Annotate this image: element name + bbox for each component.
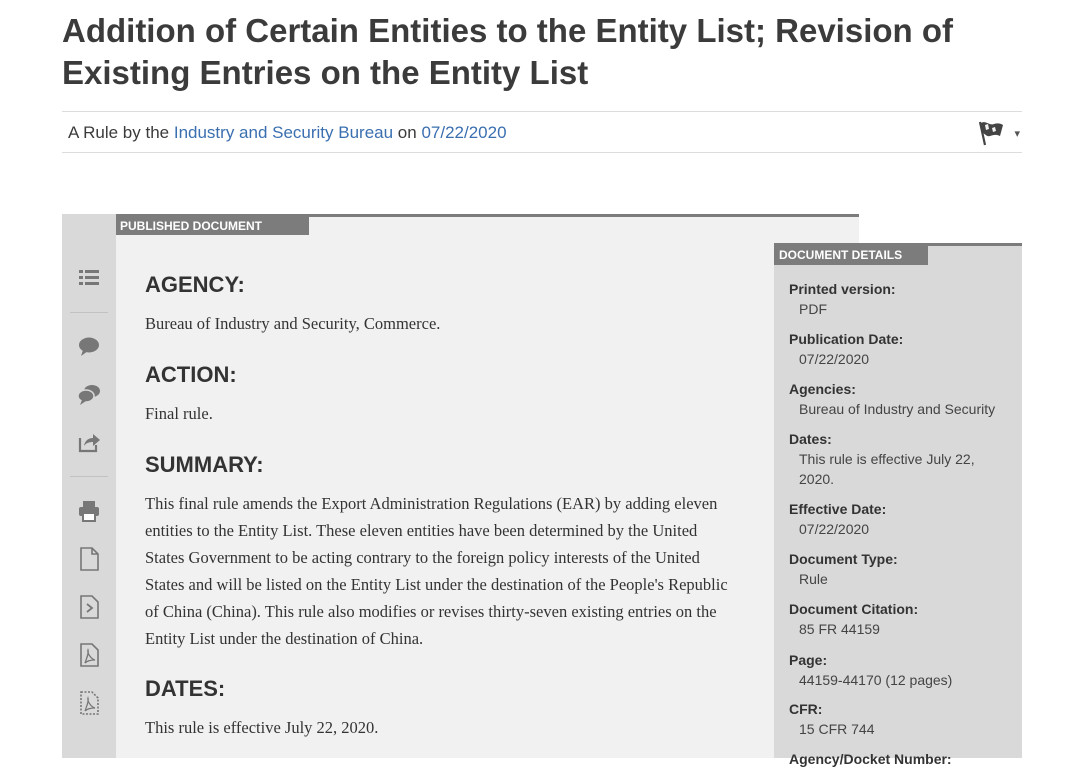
document-details-panel bbox=[774, 243, 1022, 767]
byline-bar bbox=[62, 111, 1022, 153]
publication-date-link[interactable]: 07/22/2020 bbox=[421, 123, 507, 142]
flag-menu-button[interactable] bbox=[976, 120, 1022, 146]
page-value: 44159-44170 (12 pages) bbox=[799, 672, 953, 688]
cfr-label: CFR: bbox=[789, 701, 823, 717]
publication-date-value[interactable]: 07/22/2020 bbox=[799, 351, 870, 367]
summary-heading: SUMMARY: bbox=[145, 452, 264, 477]
agency-heading: AGENCY: bbox=[145, 272, 245, 297]
rail-divider bbox=[70, 476, 108, 477]
action-text: Final rule. bbox=[145, 404, 213, 423]
print-icon[interactable] bbox=[77, 499, 101, 523]
xml-icon[interactable] bbox=[77, 595, 101, 619]
byline-middle: on bbox=[393, 123, 422, 142]
effective-date-label: Effective Date: bbox=[789, 501, 887, 517]
tool-rail bbox=[62, 214, 116, 758]
comments-icon[interactable] bbox=[77, 383, 101, 407]
document-details-tab: DOCUMENT DETAILS bbox=[774, 246, 928, 265]
byline bbox=[68, 123, 507, 143]
published-document bbox=[116, 214, 859, 758]
cfr-value: 15 CFR 744 bbox=[799, 721, 875, 737]
chevron-down-icon: ▾ bbox=[1014, 128, 1020, 140]
action-heading: ACTION: bbox=[145, 362, 237, 387]
document-title: Addition of Certain Entities to the Entity List; Revision of Existing Entries on the Entity List bbox=[62, 12, 953, 91]
dates-label: Dates: bbox=[789, 431, 832, 447]
agency-link[interactable]: Industry and Security Bureau bbox=[173, 123, 394, 142]
share-icon[interactable] bbox=[77, 430, 101, 454]
pdf-link[interactable]: PDF bbox=[799, 301, 827, 317]
contents-list-icon[interactable] bbox=[77, 266, 101, 290]
dates-heading: DATES: bbox=[145, 676, 226, 701]
effective-date-value: 07/22/2020 bbox=[799, 521, 870, 537]
page-label: Page: bbox=[789, 652, 828, 668]
rail-divider bbox=[70, 312, 108, 313]
dates-text: This rule is effective July 22, 2020. bbox=[145, 718, 379, 737]
published-document-tab: PUBLISHED DOCUMENT bbox=[116, 217, 309, 235]
comment-icon[interactable] bbox=[77, 335, 101, 359]
publication-date-label: Publication Date: bbox=[789, 331, 904, 347]
pdf-icon[interactable] bbox=[77, 643, 101, 667]
agency-docket-label: Agency/Docket Number: bbox=[789, 751, 952, 767]
printed-version-label: Printed version: bbox=[789, 281, 896, 297]
document-citation-value: 85 FR 44159 bbox=[799, 621, 880, 637]
document-type-value: Rule bbox=[799, 571, 828, 587]
flag-icon bbox=[976, 120, 1006, 146]
document-icon[interactable] bbox=[77, 547, 101, 571]
agencies-label: Agencies: bbox=[789, 381, 856, 397]
agency-text: Bureau of Industry and Security, Commerce. bbox=[145, 314, 441, 333]
document-citation-label: Document Citation: bbox=[789, 601, 919, 617]
dates-value: This rule is effective July 22, 2020. bbox=[799, 451, 975, 487]
document-type-label: Document Type: bbox=[789, 551, 898, 567]
byline-prefix: A Rule by the bbox=[68, 123, 174, 142]
summary-text: This final rule amends the Export Administration Regulations (EAR) by adding eleven entities to the Entity List. These eleven entities have been determined by the United States Government to be acting contrary to the foreign policy interests of the United States and will be listed on the Entity List under the destination of the People's Republic of China (China). This rule also modifies or revises thirty-seven existing entries on the Entity List under the destination of China. bbox=[145, 494, 728, 648]
public-inspection-icon[interactable] bbox=[77, 691, 101, 715]
agencies-link[interactable]: Bureau of Industry and Security bbox=[799, 401, 996, 417]
